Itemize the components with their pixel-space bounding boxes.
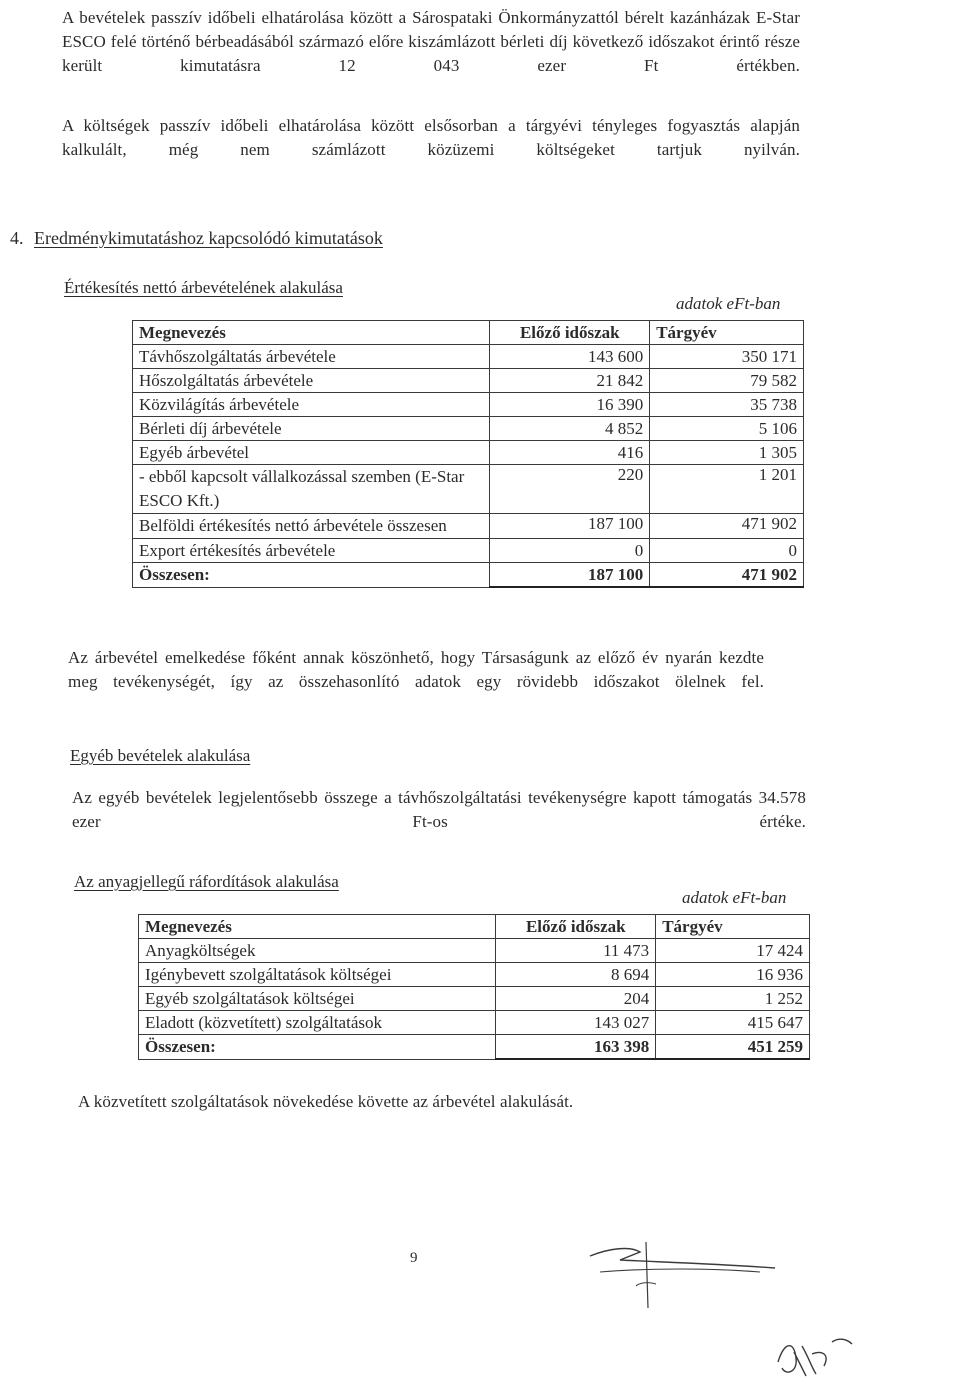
row-curr: 1 201 (650, 465, 804, 514)
row-curr: 16 936 (656, 963, 810, 987)
row-label: Közvilágítás árbevétele (133, 393, 490, 417)
header-prev: Előző időszak (490, 321, 650, 345)
row-curr: 0 (650, 539, 804, 563)
row-label: Bérleti díj árbevétele (133, 417, 490, 441)
row-curr: 35 738 (650, 393, 804, 417)
section-heading (10, 228, 383, 249)
row-prev: 416 (490, 441, 650, 465)
row-prev: 143 600 (490, 345, 650, 369)
row-label: Export értékesítés árbevétele (133, 539, 490, 563)
material-costs-table (138, 914, 810, 1060)
row-label: - ebből kapcsolt vállalkozással szemben (E-Star ESCO Kft.) (133, 465, 490, 514)
table-row (133, 417, 804, 441)
table-header-row (139, 915, 810, 939)
table-total-row (133, 563, 804, 588)
header-name: Megnevezés (139, 915, 496, 939)
signature-scribble (580, 1238, 780, 1318)
header-name: Megnevezés (133, 321, 490, 345)
row-curr: 17 424 (656, 939, 810, 963)
row-label: Belföldi értékesítés nettó árbevétele összesen (133, 514, 490, 539)
table-row (139, 963, 810, 987)
unit-label-sales: adatok eFt-ban (676, 294, 781, 313)
row-prev: 220 (490, 465, 650, 514)
row-curr: 5 106 (650, 417, 804, 441)
row-prev: 16 390 (490, 393, 650, 417)
subheading-sales: Értékesítés nettó árbevételének alakulása (64, 278, 343, 297)
row-prev: 8 694 (496, 963, 656, 987)
total-prev: 163 398 (496, 1035, 656, 1060)
header-prev: Előző időszak (496, 915, 656, 939)
paragraph-deferred-revenue: A bevételek passzív időbeli elhatárolása között a Sárospataki Önkormányzattól bérelt kazánházak E-Star ESCO felé történő bérbeadásából származó előre kiszámlázott bérleti díj következő időszakot érintő része került kimutatásra 12 043 ezer Ft értékben. (62, 8, 800, 75)
row-prev: 4 852 (490, 417, 650, 441)
table-row (139, 939, 810, 963)
paragraph-other-income: Az egyéb bevételek legjelentősebb összege a távhőszolgáltatási tevékenységre kapott támogatás 34.578 ezer Ft-os értéke. (72, 788, 806, 831)
row-curr: 415 647 (656, 1011, 810, 1035)
paragraph-intermediated-services: A közvetített szolgáltatások növekedése követte az árbevétel alakulását. (78, 1092, 574, 1111)
table-row (139, 1011, 810, 1035)
table-row (133, 514, 804, 539)
sales-revenue-table (132, 320, 804, 588)
total-curr: 451 259 (656, 1035, 810, 1060)
total-label: Összesen: (133, 563, 490, 588)
header-curr: Tárgyév (656, 915, 810, 939)
initials-scribble (772, 1332, 862, 1382)
section-title: Eredménykimutatáshoz kapcsolódó kimutatások (34, 228, 383, 248)
row-prev: 11 473 (496, 939, 656, 963)
page-number: 9 (410, 1250, 418, 1266)
row-curr: 1 252 (656, 987, 810, 1011)
paragraph-deferred-costs: A költségek passzív időbeli elhatárolása között elsősorban a tárgyévi tényleges fogyasztás alapján kalkulált, még nem számlázott közüzemi költségeket tartjuk nyilván. (62, 116, 800, 159)
row-label: Egyéb árbevétel (133, 441, 490, 465)
subheading-materials: Az anyagjellegű ráfordítások alakulása (74, 872, 339, 891)
table-header-row (133, 321, 804, 345)
table-row (133, 393, 804, 417)
row-curr: 471 902 (650, 514, 804, 539)
total-curr: 471 902 (650, 563, 804, 588)
row-curr: 79 582 (650, 369, 804, 393)
subheading-other-income: Egyéb bevételek alakulása (70, 746, 251, 765)
total-label: Összesen: (139, 1035, 496, 1060)
row-label: Hőszolgáltatás árbevétele (133, 369, 490, 393)
row-label: Eladott (közvetített) szolgáltatások (139, 1011, 496, 1035)
table-row (133, 441, 804, 465)
table-row (139, 987, 810, 1011)
table-row (133, 539, 804, 563)
row-prev: 143 027 (496, 1011, 656, 1035)
row-label: Anyagköltségek (139, 939, 496, 963)
unit-label-materials: adatok eFt-ban (682, 888, 787, 907)
row-curr: 350 171 (650, 345, 804, 369)
row-prev: 0 (490, 539, 650, 563)
paragraph-revenue-growth: Az árbevétel emelkedése főként annak köszönhető, hogy Társaságunk az előző év nyarán kezdte meg tevékenységét, így az összehasonlító adatok egy rövidebb időszakot ölelnek fel. (68, 648, 764, 691)
row-prev: 187 100 (490, 514, 650, 539)
row-label: Távhőszolgáltatás árbevétele (133, 345, 490, 369)
row-label: Egyéb szolgáltatások költségei (139, 987, 496, 1011)
row-prev: 204 (496, 987, 656, 1011)
table-row (133, 345, 804, 369)
section-number: 4. (10, 228, 24, 248)
table-row (133, 369, 804, 393)
row-curr: 1 305 (650, 441, 804, 465)
total-prev: 187 100 (490, 563, 650, 588)
header-curr: Tárgyév (650, 321, 804, 345)
table-total-row (139, 1035, 810, 1060)
table-row (133, 465, 804, 514)
row-prev: 21 842 (490, 369, 650, 393)
row-label: Igénybevett szolgáltatások költségei (139, 963, 496, 987)
